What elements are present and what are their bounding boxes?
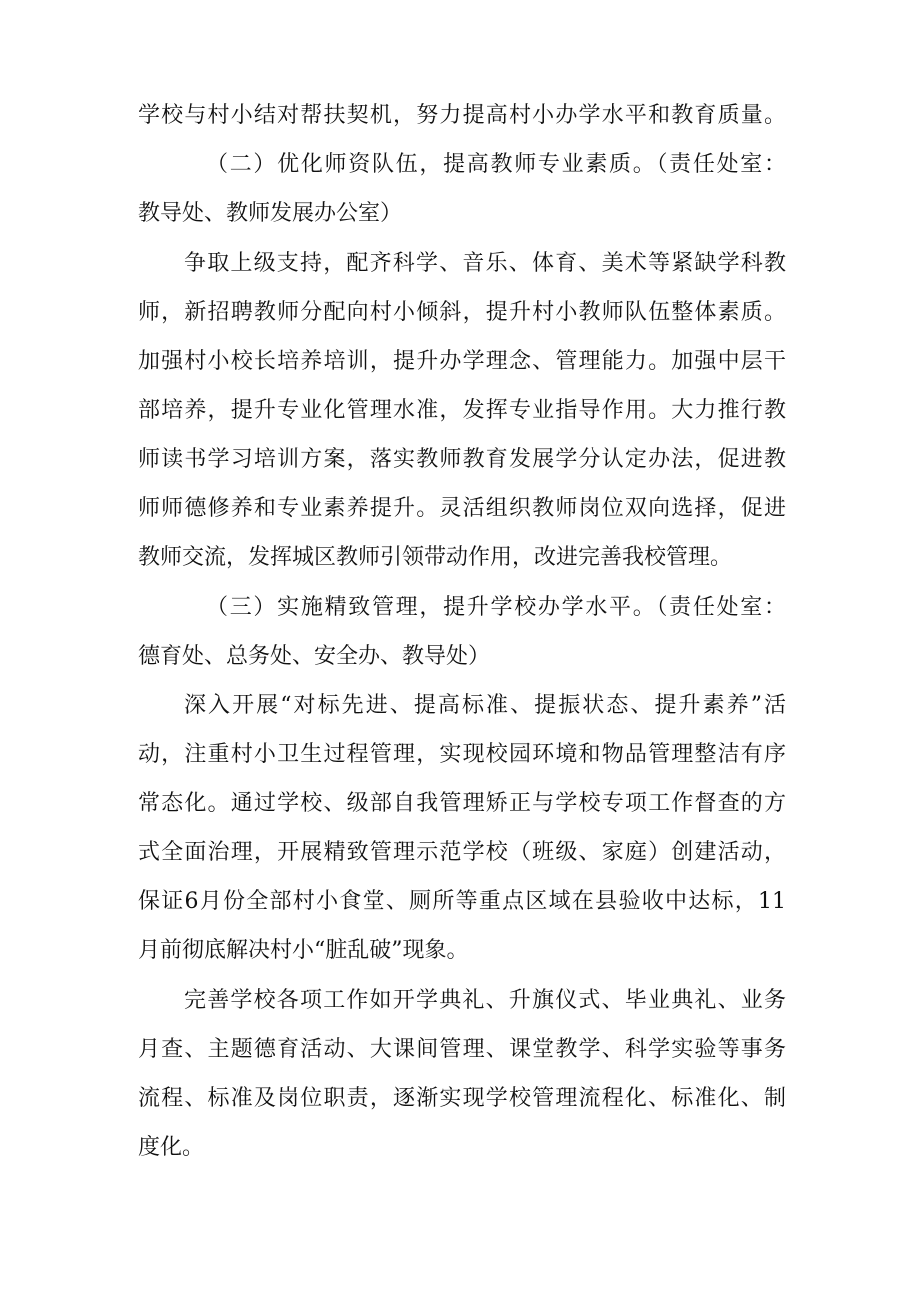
body-text-line: 师，新招聘教师分配向村小倾斜，提升村小教师队伍整体素质。 (138, 300, 786, 325)
section-heading: （二）优化师资队伍，提高教师专业素质。（责任处室： (206, 152, 786, 177)
body-text-line: 常态化。通过学校、级部自我管理矫正与学校专项工作督查的方 (138, 791, 786, 816)
body-text-line: 教师交流，发挥城区教师引领带动作用，改进完善我校管理。 (138, 545, 733, 570)
body-text-line: 式全面治理，开展精致管理示范学校（班级、家庭）创建活动， (138, 840, 786, 865)
body-text-line: 师师德修养和专业素养提升。灵活组织教师岗位双向选择，促进 (138, 496, 786, 521)
section-heading-continued: 教导处、教师发展办公室） (138, 201, 403, 226)
body-text-line: 完善学校各项工作如开学典礼、升旗仪式、毕业典礼、业务 (184, 988, 786, 1013)
body-text-line: 月前彻底解决村小“脏乱破”现象。 (138, 938, 469, 963)
body-text-line: 动，注重村小卫生过程管理，实现校园环境和物品管理整洁有序 (138, 742, 786, 767)
body-text-line: 部培养，提升专业化管理水准，发挥专业指导作用。大力推行教 (138, 398, 786, 423)
section-heading-continued: 德育处、总务处、安全办、教导处） (138, 644, 491, 669)
body-text-line: 加强村小校长培养培训，提升办学理念、管理能力。加强中层干 (138, 349, 786, 374)
body-text-line: 深入开展“对标先进、提高标准、提振状态、提升素养”活 (184, 693, 786, 718)
body-text-line: 月查、主题德育活动、大课间管理、课堂教学、科学实验等事务 (138, 1037, 786, 1062)
body-text-line: 争取上级支持，配齐科学、音乐、体育、美术等紧缺学科教 (184, 251, 786, 276)
section-heading: （三）实施精致管理，提升学校办学水平。（责任处室： (206, 595, 786, 620)
body-text-line: 度化。 (138, 1135, 205, 1160)
body-text-line: 流程、标准及岗位职责，逐渐实现学校管理流程化、标准化、制 (138, 1086, 786, 1111)
body-text-line: 学校与村小结对帮扶契机，努力提高村小办学水平和教育质量。 (138, 103, 786, 128)
body-text-line: 保证6月份全部村小食堂、厕所等重点区域在县验收中达标，11 (138, 889, 786, 914)
body-text-line: 师读书学习培训方案，落实教师教育发展学分认定办法，促进教 (138, 447, 786, 472)
